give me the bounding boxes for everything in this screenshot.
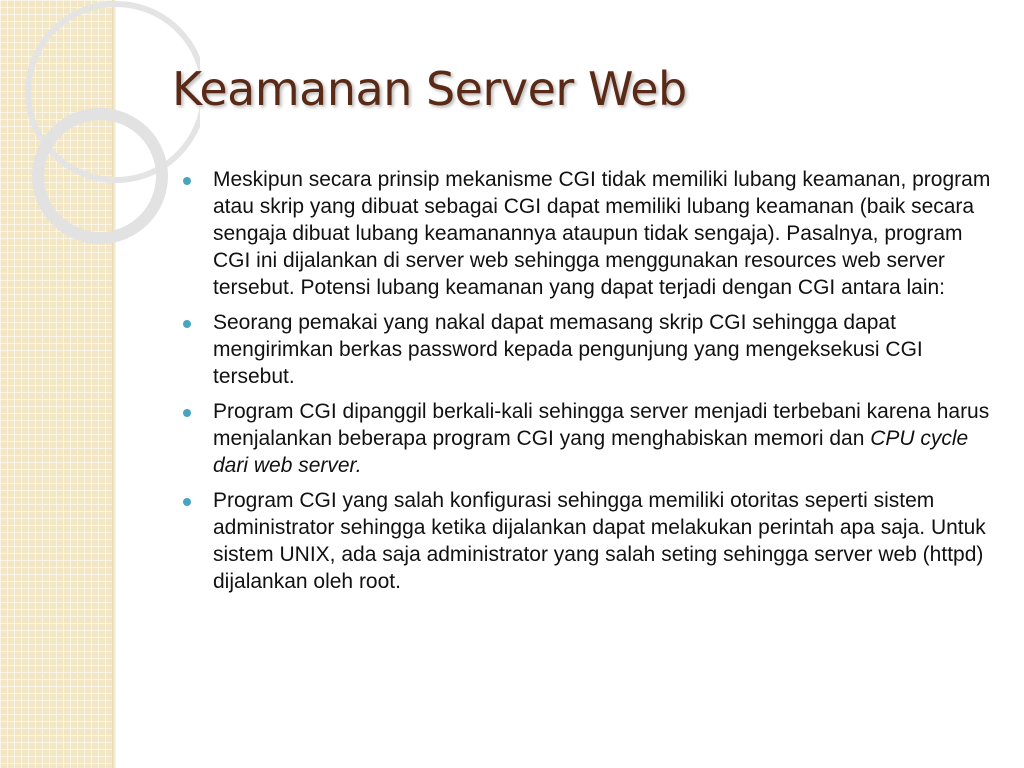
bullet-dot-icon	[183, 409, 191, 417]
bullet-dot-icon	[183, 320, 191, 328]
bullet-item	[183, 398, 993, 479]
bullet-dot-icon	[183, 177, 191, 185]
bullet-emphasis-text: CPU cycle dari web server.	[213, 427, 969, 477]
bullet-item	[183, 309, 993, 390]
decorative-rings	[0, 0, 200, 280]
slide-title: Keamanan Server Web	[172, 62, 687, 116]
bullet-list	[183, 166, 993, 603]
bullet-text: Seorang pemakai yang nakal dapat memasang skrip CGI sehingga dapat mengirimkan berkas password kepada pengunjung yang mengeksekusi CGI tersebut.	[213, 311, 923, 388]
bullet-item	[183, 487, 993, 595]
bullet-text: Program CGI yang salah konfigurasi sehingga memiliki otoritas seperti sistem administrator sehingga ketika dijalankan dapat melakukan perintah apa saja. Untuk sistem UNIX, ada saja administrator yang salah seting sehingga server web (httpd) dijalankan oleh root.	[213, 489, 986, 593]
bullet-text: Meskipun secara prinsip mekanisme CGI tidak memiliki lubang keamanan, program atau skrip yang dibuat sebagai CGI dapat memiliki lubang keamanan (baik secara sengaja dibuat lubang keamanannya ataupun tidak sengaja). Pasalnya, program CGI ini dijalankan di server web sehingga menggunakan resources web server tersebut. Potensi lubang keamanan yang dapat terjadi dengan CGI antara lain:	[213, 168, 991, 299]
bullet-item	[183, 166, 993, 301]
bullet-text: Program CGI dipanggil berkali-kali sehingga server menjadi terbebani karena harus menjalankan beberapa program CGI yang menghabiskan memori dan	[213, 400, 990, 450]
bullet-dot-icon	[183, 498, 191, 506]
